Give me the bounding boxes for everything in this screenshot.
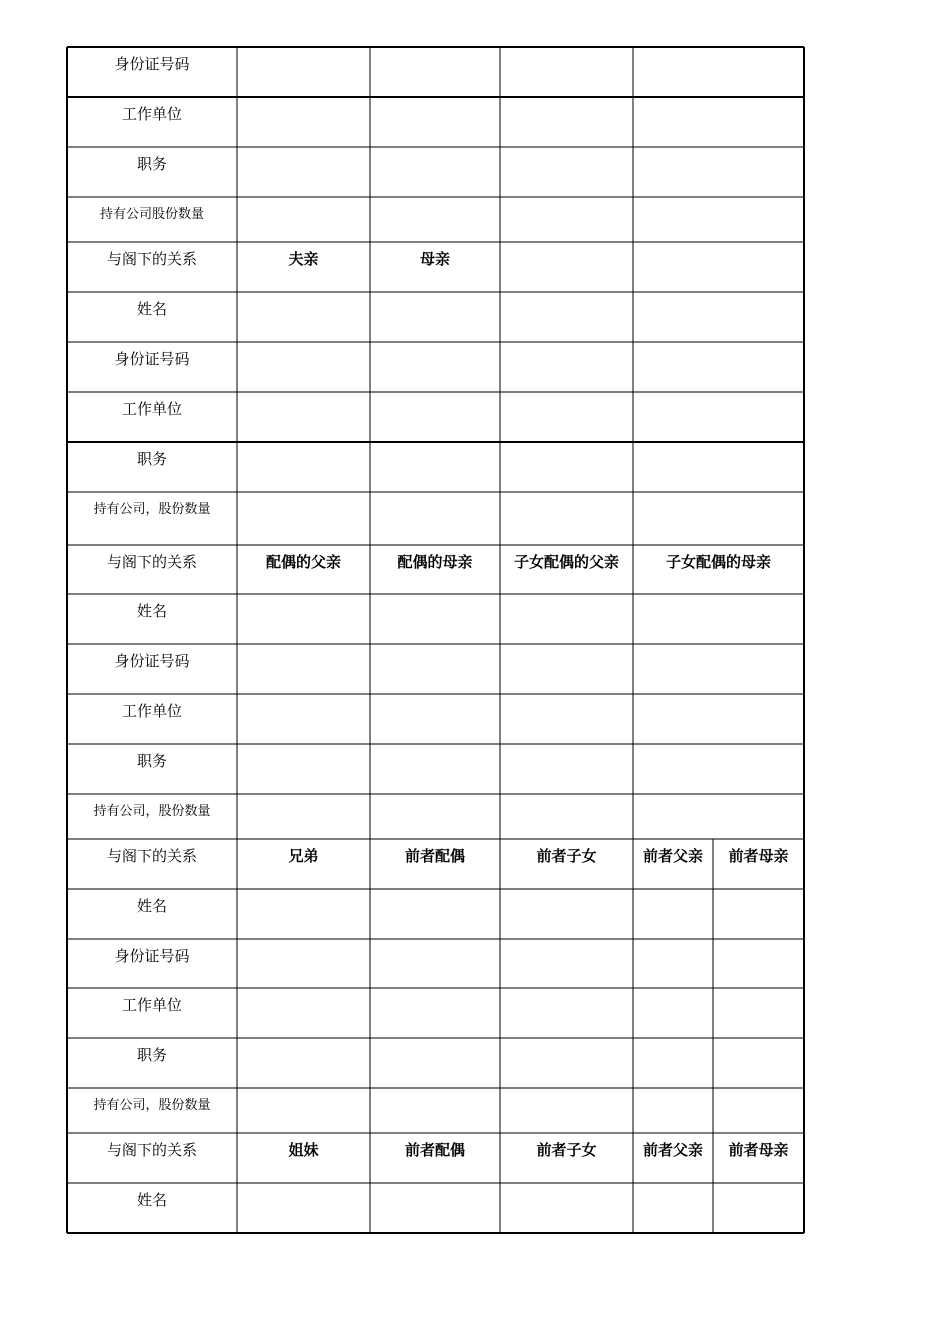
empty-field-cell [370,694,500,744]
row-label: 持有公司，股份数量 [93,1098,211,1113]
row-label: 持有公司股份数量 [99,207,204,222]
empty-field-cell [237,644,370,694]
empty-field-cell [370,492,500,545]
row-label: 身份证号码 [114,652,190,670]
row-label: 姓名 [136,1191,167,1209]
row-label: 职务 [136,1046,167,1064]
empty-field-cell [633,694,804,744]
relation-header-cell: 配偶的母亲 [397,553,473,571]
empty-field-cell [633,1088,713,1133]
empty-field-cell [500,147,633,197]
empty-field-cell [713,1183,804,1233]
row-label: 工作单位 [121,105,182,123]
empty-field-cell [500,594,633,644]
empty-field-cell [713,988,804,1038]
empty-field-cell [633,442,804,492]
empty-field-cell [500,889,633,939]
empty-field-cell [633,889,713,939]
empty-field-cell [370,1088,500,1133]
empty-field-cell [370,794,500,839]
empty-field-cell [370,292,500,342]
empty-field-cell [633,47,804,97]
relation-header-cell: 前者父亲 [642,847,703,865]
empty-field-cell [500,492,633,545]
empty-field-cell [633,342,804,392]
empty-field-cell [633,1038,713,1088]
empty-field-cell [500,242,633,292]
empty-field-cell [713,1038,804,1088]
empty-field-cell [633,644,804,694]
relation-header-cell: 前者配偶 [404,847,465,865]
relation-header-cell: 前者父亲 [642,1141,703,1159]
empty-field-cell [713,1088,804,1133]
row-label: 与阁下的关系 [106,1141,197,1159]
empty-field-cell [370,889,500,939]
empty-field-cell [370,1183,500,1233]
empty-field-cell [370,939,500,988]
empty-field-cell [633,292,804,342]
empty-field-cell [633,392,804,442]
empty-field-cell [500,97,633,147]
empty-field-cell [237,442,370,492]
relation-header-cell: 姐妹 [288,1141,319,1159]
empty-field-cell [370,442,500,492]
row-label: 职务 [136,450,167,468]
empty-field-cell [633,197,804,242]
empty-field-cell [370,97,500,147]
relation-header-cell: 前者母亲 [728,1141,789,1159]
empty-field-cell [713,939,804,988]
row-label: 工作单位 [121,996,182,1014]
empty-field-cell [237,97,370,147]
row-label: 与阁下的关系 [106,553,197,571]
relatives-form-table [67,47,804,1234]
empty-field-cell [237,1183,370,1233]
empty-field-cell [500,392,633,442]
empty-field-cell [500,197,633,242]
relation-header-cell: 前者母亲 [728,847,789,865]
row-label: 姓名 [136,300,167,318]
empty-field-cell [713,889,804,939]
empty-field-cell [370,744,500,794]
empty-field-cell [500,988,633,1038]
empty-field-cell [633,744,804,794]
empty-field-cell [500,694,633,744]
empty-field-cell [633,939,713,988]
row-label: 姓名 [136,897,167,915]
row-label: 与阁下的关系 [106,250,197,268]
empty-field-cell [237,694,370,744]
row-label: 姓名 [136,602,167,620]
row-label: 与阁下的关系 [106,847,197,865]
empty-field-cell [633,492,804,545]
empty-field-cell [633,242,804,292]
empty-field-cell [237,47,370,97]
relation-header-cell: 母亲 [419,250,450,268]
empty-field-cell [370,342,500,392]
relation-header-cell: 子女配偶的母亲 [665,553,771,571]
empty-field-cell [237,197,370,242]
row-label: 持有公司，股份数量 [93,502,211,517]
empty-field-cell [370,47,500,97]
empty-field-cell [370,392,500,442]
row-label: 职务 [136,155,167,173]
empty-field-cell [500,939,633,988]
empty-field-cell [500,1038,633,1088]
empty-field-cell [237,1088,370,1133]
relation-header-cell: 配偶的父亲 [265,553,341,571]
empty-field-cell [237,794,370,839]
empty-field-cell [237,492,370,545]
empty-field-cell [370,594,500,644]
row-label: 工作单位 [121,400,182,418]
empty-field-cell [237,147,370,197]
empty-field-cell [237,988,370,1038]
row-label: 工作单位 [121,702,182,720]
empty-field-cell [500,1183,633,1233]
empty-field-cell [500,644,633,694]
empty-field-cell [500,47,633,97]
empty-field-cell [237,392,370,442]
empty-field-cell [500,342,633,392]
empty-field-cell [633,1183,713,1233]
relation-header-cell: 前者子女 [536,1141,597,1159]
empty-field-cell [237,292,370,342]
empty-field-cell [370,644,500,694]
row-label: 持有公司，股份数量 [93,804,211,819]
empty-field-cell [370,1038,500,1088]
row-label: 身份证号码 [114,947,190,965]
empty-field-cell [500,794,633,839]
relation-header-cell: 子女配偶的父亲 [513,553,619,571]
empty-field-cell [500,292,633,342]
empty-field-cell [237,342,370,392]
empty-field-cell [633,147,804,197]
empty-field-cell [370,197,500,242]
empty-field-cell [633,97,804,147]
empty-field-cell [370,147,500,197]
empty-field-cell [237,939,370,988]
empty-field-cell [633,794,804,839]
empty-field-cell [633,594,804,644]
relation-header-cell: 兄弟 [288,847,319,865]
relation-header-cell: 夫亲 [288,250,319,268]
row-label: 职务 [136,752,167,770]
empty-field-cell [237,744,370,794]
empty-field-cell [633,988,713,1038]
row-label: 身份证号码 [114,350,190,368]
empty-field-cell [500,442,633,492]
empty-field-cell [500,744,633,794]
relation-header-cell: 前者子女 [536,847,597,865]
row-label: 身份证号码 [114,55,190,73]
empty-field-cell [370,988,500,1038]
empty-field-cell [237,1038,370,1088]
empty-field-cell [237,594,370,644]
empty-field-cell [237,889,370,939]
relation-header-cell: 前者配偶 [404,1141,465,1159]
empty-field-cell [500,1088,633,1133]
